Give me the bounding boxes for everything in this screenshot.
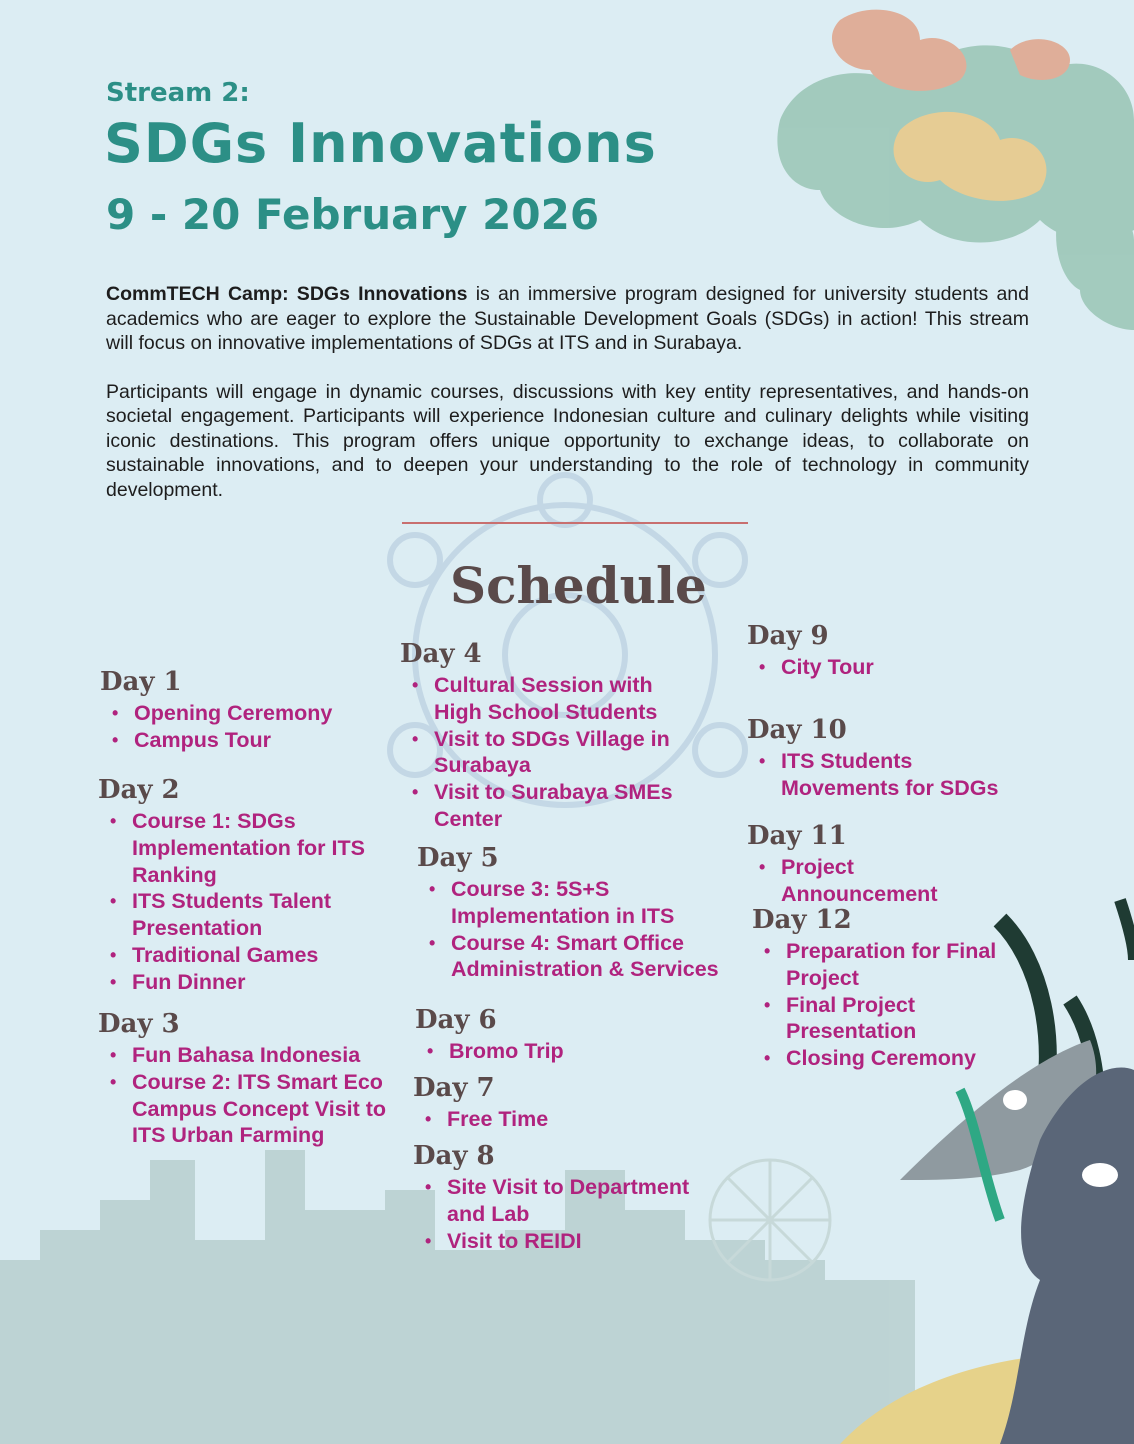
day-items bbox=[752, 938, 1017, 1072]
list-item: • Closing Ceremony bbox=[752, 1045, 1017, 1072]
day-title: Day 4 bbox=[400, 639, 482, 669]
list-item: • Opening Ceremony bbox=[100, 700, 400, 727]
stream-label: Stream 2: bbox=[106, 78, 250, 108]
day-title: Day 6 bbox=[415, 1005, 497, 1035]
day-block-4 bbox=[400, 638, 700, 833]
list-item: • Course 1: SDGs Implementation for ITS Ranking bbox=[98, 808, 400, 888]
day-title: Day 2 bbox=[98, 775, 180, 805]
day-block-5 bbox=[417, 842, 747, 983]
day-block-9 bbox=[747, 620, 1027, 681]
list-item: • Final Project Presentation bbox=[752, 992, 1017, 1046]
day-items bbox=[415, 1038, 715, 1065]
list-item: • Course 3: 5S+S Implementation in ITS bbox=[417, 876, 747, 930]
day-items bbox=[413, 1106, 713, 1133]
list-item: • Site Visit to Department and Lab bbox=[413, 1174, 723, 1228]
day-block-12 bbox=[752, 904, 1017, 1072]
day-title: Day 1 bbox=[100, 667, 182, 697]
list-item: • Traditional Games bbox=[98, 942, 400, 969]
day-block-7 bbox=[413, 1072, 713, 1133]
schedule-title: Schedule bbox=[450, 556, 707, 615]
page-title: SDGs Innovations bbox=[104, 112, 657, 175]
day-items bbox=[747, 654, 1027, 681]
day-block-10 bbox=[747, 714, 1027, 802]
day-block-3 bbox=[98, 1008, 400, 1149]
intro-paragraph-1 bbox=[106, 282, 1029, 356]
day-title: Day 5 bbox=[417, 843, 499, 873]
list-item: • Project Announcement bbox=[747, 854, 977, 908]
list-item: • Visit to Surabaya SMEs Center bbox=[400, 779, 700, 833]
day-title: Day 9 bbox=[747, 621, 829, 651]
list-item: • Campus Tour bbox=[100, 727, 400, 754]
list-item: • Visit to SDGs Village in Surabaya bbox=[400, 726, 700, 780]
list-item: • Bromo Trip bbox=[415, 1038, 715, 1065]
intro-text bbox=[106, 282, 1029, 526]
event-dates: 9 - 20 February 2026 bbox=[106, 190, 600, 239]
list-item: • ITS Students Movements for SDGs bbox=[747, 748, 1027, 802]
list-item: • ITS Students Talent Presentation bbox=[98, 888, 400, 942]
day-title: Day 10 bbox=[747, 715, 847, 745]
day-items bbox=[98, 808, 400, 996]
day-items bbox=[400, 672, 700, 833]
list-item: • Fun Bahasa Indonesia bbox=[98, 1042, 400, 1069]
list-item: • Preparation for Final Project bbox=[752, 938, 1017, 992]
section-divider bbox=[402, 522, 748, 524]
day-items bbox=[747, 748, 1027, 802]
ferris-wheel bbox=[710, 1160, 830, 1280]
list-item: • Visit to REIDI bbox=[413, 1228, 723, 1255]
program-name: CommTECH Camp: SDGs Innovations bbox=[106, 283, 468, 305]
day-title: Day 11 bbox=[747, 821, 847, 851]
day-items bbox=[413, 1174, 723, 1254]
list-item: • Fun Dinner bbox=[98, 969, 400, 996]
intro-paragraph-2: Participants will engage in dynamic courses, discussions with key entity representatives, and hands-on societal engagement. Participants will experience Indonesian culture and culinary delights while visiting iconic destinations. This program offers unique opportunity to exchange ideas, to collaborate on sustainable innovations, and to deepen your understanding to the role of technology in community development. bbox=[106, 380, 1029, 501]
day-items bbox=[417, 876, 747, 983]
list-item: • Free Time bbox=[413, 1106, 713, 1133]
day-block-1 bbox=[100, 666, 400, 754]
list-item: • Course 4: Smart Office Administration & Services bbox=[417, 930, 747, 984]
intro-paragraph-1-body: is an immersive program designed for university students and academics who are eager to explore the Sustainable Development Goals (SDGs) in action! This stream will focus on innovative implementations of SDGs at ITS and in Surabaya. bbox=[106, 283, 1030, 354]
day-items bbox=[100, 700, 400, 754]
day-block-8 bbox=[413, 1140, 723, 1254]
day-title: Day 12 bbox=[752, 905, 852, 935]
day-items bbox=[98, 1042, 400, 1149]
day-items bbox=[747, 854, 977, 908]
day-block-2 bbox=[98, 774, 400, 996]
list-item: • Course 2: ITS Smart Eco Campus Concept Visit to ITS Urban Farming bbox=[98, 1069, 400, 1149]
day-block-11 bbox=[747, 820, 977, 908]
day-block-6 bbox=[415, 1004, 715, 1065]
day-title: Day 3 bbox=[98, 1009, 180, 1039]
list-item: • Cultural Session with High School Students bbox=[400, 672, 700, 726]
day-title: Day 8 bbox=[413, 1141, 495, 1171]
list-item: • City Tour bbox=[747, 654, 1027, 681]
day-title: Day 7 bbox=[413, 1073, 495, 1103]
